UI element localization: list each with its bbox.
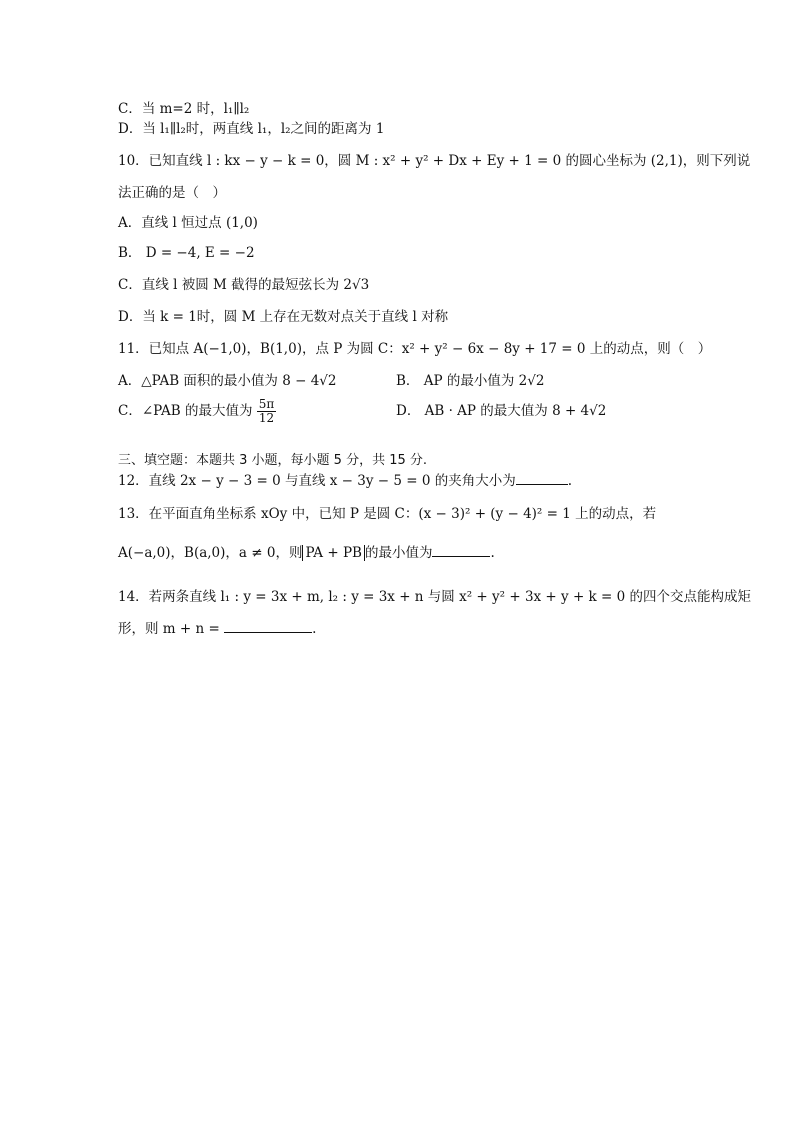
q11-option-a: A．△PAB 面积的最小值为 8 − 4√2: [118, 373, 337, 389]
q9-option-d: D．当 l₁∥l₂时，两直线 l₁，l₂之间的距离为 1: [118, 121, 385, 137]
q10-option-b: B． D = −4, E = −2: [118, 245, 255, 261]
q11-option-c: [118, 398, 276, 425]
q11-row1: [118, 372, 337, 390]
fraction: [257, 398, 277, 425]
q12-text: 12．直线 2x − y − 3 = 0 与直线 x − 3y − 5 = 0 的夹角大小为: [118, 473, 516, 489]
q14-line2: [118, 620, 316, 638]
q10-stem-line2: 法正确的是（ ）: [118, 185, 226, 201]
answer-blank[interactable]: [432, 544, 490, 557]
q13-line1: 13．在平面直角坐标系 xOy 中，已知 P 是圆 C：(x − 3)² + (y − 4)² = 1 上的动点，若: [118, 506, 657, 522]
q11-option-d: D． AB · AP 的最大值为 8 + 4√2: [396, 403, 607, 419]
answer-blank[interactable]: [224, 620, 312, 633]
vector-magnitude: PA + PB: [302, 545, 365, 561]
q14-end: .: [312, 621, 317, 637]
fraction-denominator: 12: [258, 411, 275, 425]
q12-end: .: [567, 473, 573, 489]
q9-option-c: C．当 m=2 时，l₁∥l₂: [118, 101, 250, 117]
answer-blank[interactable]: [516, 472, 568, 485]
q13-line2-prefix: A(−a,0)，B(a,0)，a ≠ 0，则: [118, 545, 303, 561]
section-3-heading: 三、填空题：本题共 3 小题，每小题 5 分，共 15 分.: [118, 453, 428, 468]
fraction-numerator: 5π: [258, 397, 275, 411]
q10-option-c: C．直线 l 被圆 M 截得的最短弦长为 2√3: [118, 277, 370, 293]
q11-option-b: B． AP 的最小值为 2√2: [396, 373, 545, 389]
q14-line1: 14．若两条直线 l₁ : y = 3x + m, l₂ : y = 3x + n 与圆 x² + y² + 3x + y + k = 0 的四个交点能构成矩: [118, 589, 752, 605]
q13-line2-post: 的最小值为: [364, 545, 433, 561]
q10-stem-line1: 10．已知直线 l : kx − y − k = 0，圆 M : x² + y² + Dx + Ey + 1 = 0 的圆心坐标为 (2,1)，则下列说: [118, 153, 751, 169]
q13-end: .: [490, 545, 495, 561]
q14-line2-text: 形，则 m + n =: [118, 621, 220, 637]
q11-option-c-label: C．∠PAB 的最大值为: [118, 403, 253, 419]
q10-option-d: D．当 k = 1时，圆 M 上存在无数对点关于直线 l 对称: [118, 309, 449, 325]
q13-line2: [118, 544, 495, 562]
q12: [118, 472, 572, 490]
q11-stem: 11．已知点 A(−1,0)，B(1,0)，点 P 为圆 C：x² + y² − 6x − 8y + 17 = 0 上的动点，则（ ）: [118, 341, 712, 357]
q10-option-a: A．直线 l 恒过点 (1,0): [118, 215, 258, 231]
